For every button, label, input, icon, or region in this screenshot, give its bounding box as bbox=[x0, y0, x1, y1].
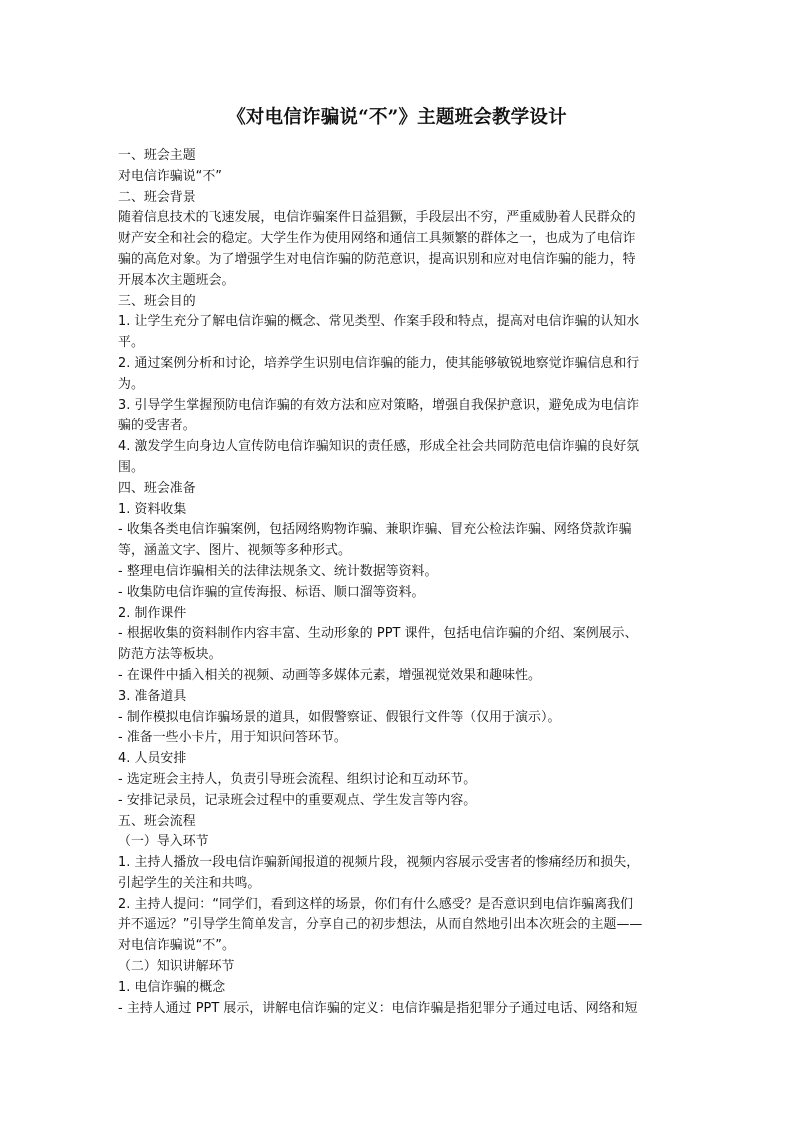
list-item-line: - 准备一些小卡片，用于知识问答环节。 bbox=[118, 730, 347, 746]
list-item-line: 防范方法等板块。 bbox=[118, 647, 222, 663]
section-heading-process: 五、班会流程 bbox=[118, 813, 196, 829]
list-item-line: - 收集各类电信诈骗案例，包括网络购物诈骗、兼职诈骗、冒充公检法诈骗、网络贷款诈骗 bbox=[118, 522, 632, 538]
paragraph-line: 开展本次主题班会。 bbox=[118, 272, 235, 288]
subheading-line: 4. 人员安排 bbox=[118, 751, 187, 767]
subheading-line: 1. 资料收集 bbox=[118, 501, 187, 517]
document-title: 《对电信诈骗说“不”》主题班会教学设计 bbox=[227, 107, 567, 128]
list-item-line: - 收集防电信诈骗的宣传海报、标语、顺口溜等资料。 bbox=[118, 584, 425, 600]
list-item-line: 引起学生的关注和共鸣。 bbox=[118, 875, 261, 891]
section-heading-purpose: 三、班会目的 bbox=[118, 293, 196, 309]
section-heading-background: 二、班会背景 bbox=[118, 189, 196, 205]
subheading-line: （一）导入环节 bbox=[118, 834, 209, 850]
subheading-line: 3. 准备道具 bbox=[118, 688, 187, 704]
list-item-line: 4. 激发学生向身边人宣传防电信诈骗知识的责任感，形成全社会共同防范电信诈骗的良好氛 bbox=[118, 439, 640, 455]
section-heading-theme: 一、班会主题 bbox=[118, 148, 196, 163]
list-item-line: - 选定班会主持人，负责引导班会流程、组织讨论和互动环节。 bbox=[118, 771, 477, 787]
subheading-line: 1. 电信诈骗的概念 bbox=[118, 979, 226, 995]
paragraph-line: 骗的高危对象。为了增强学生对电信诈骗的防范意识，提高识别和应对电信诈骗的能力，特 bbox=[118, 251, 636, 267]
section-heading-preparation: 四、班会准备 bbox=[118, 480, 196, 496]
list-item-line: 为。 bbox=[118, 376, 144, 392]
list-item-line: 对电信诈骗说“不”。 bbox=[118, 938, 235, 954]
list-item-line: - 整理电信诈骗相关的法律法规条文、统计数据等资料。 bbox=[118, 563, 438, 579]
paragraph-line: 对电信诈骗说“不” bbox=[118, 168, 223, 184]
paragraph-line: 财产安全和社会的稳定。大学生作为使用网络和通信工具频繁的群体之一，也成为了电信诈 bbox=[118, 231, 636, 247]
list-item-line: - 根据收集的资料制作内容丰富、生动形象的 PPT 课件，包括电信诈骗的介绍、案例展示、 bbox=[118, 626, 638, 642]
paragraph-line: 随着信息技术的飞速发展，电信诈骗案件日益猖獗，手段层出不穷，严重威胁着人民群众的 bbox=[118, 210, 636, 226]
list-item-line: - 安排记录员，记录班会过程中的重要观点、学生发言等内容。 bbox=[118, 792, 477, 808]
list-item-line: 并不遥远？”引导学生简单发言，分享自己的初步想法，从而自然地引出本次班会的主题—— bbox=[118, 917, 643, 933]
document-body bbox=[118, 146, 676, 1019]
list-item-line: 2. 通过案例分析和讨论，培养学生识别电信诈骗的能力，使其能够敏锐地察觉诈骗信息和行 bbox=[118, 355, 640, 371]
list-item-line: - 主持人通过 PPT 展示，讲解电信诈骗的定义：电信诈骗是指犯罪分子通过电话、网络和短 bbox=[118, 1000, 638, 1016]
list-item-line: 2. 主持人提问：“同学们，看到这样的场景，你们有什么感受？是否意识到电信诈骗离我们 bbox=[118, 896, 634, 912]
subheading-line: 2. 制作课件 bbox=[118, 605, 187, 621]
list-item-line: - 在课件中插入相关的视频、动画等多媒体元素，增强视觉效果和趣味性。 bbox=[118, 667, 541, 683]
list-item-line: 骗的受害者。 bbox=[118, 418, 196, 434]
list-item-line: 围。 bbox=[118, 459, 144, 475]
list-item-line: 平。 bbox=[118, 335, 144, 351]
list-item-line: 1. 让学生充分了解电信诈骗的概念、常见类型、作案手段和特点，提高对电信诈骗的认知水 bbox=[118, 314, 640, 330]
list-item-line: 3. 引导学生掌握预防电信诈骗的有效方法和应对策略，增强自我保护意识，避免成为电信诈 bbox=[118, 397, 640, 413]
subheading-line: （二）知识讲解环节 bbox=[118, 959, 235, 975]
list-item-line: 等，涵盖文字、图片、视频等多种形式。 bbox=[118, 543, 351, 559]
list-item-line: 1. 主持人播放一段电信诈骗新闻报道的视频片段，视频内容展示受害者的惨痛经历和损失， bbox=[118, 855, 640, 871]
list-item-line: - 制作模拟电信诈骗场景的道具，如假警察证、假银行文件等（仅用于演示）。 bbox=[118, 709, 561, 725]
